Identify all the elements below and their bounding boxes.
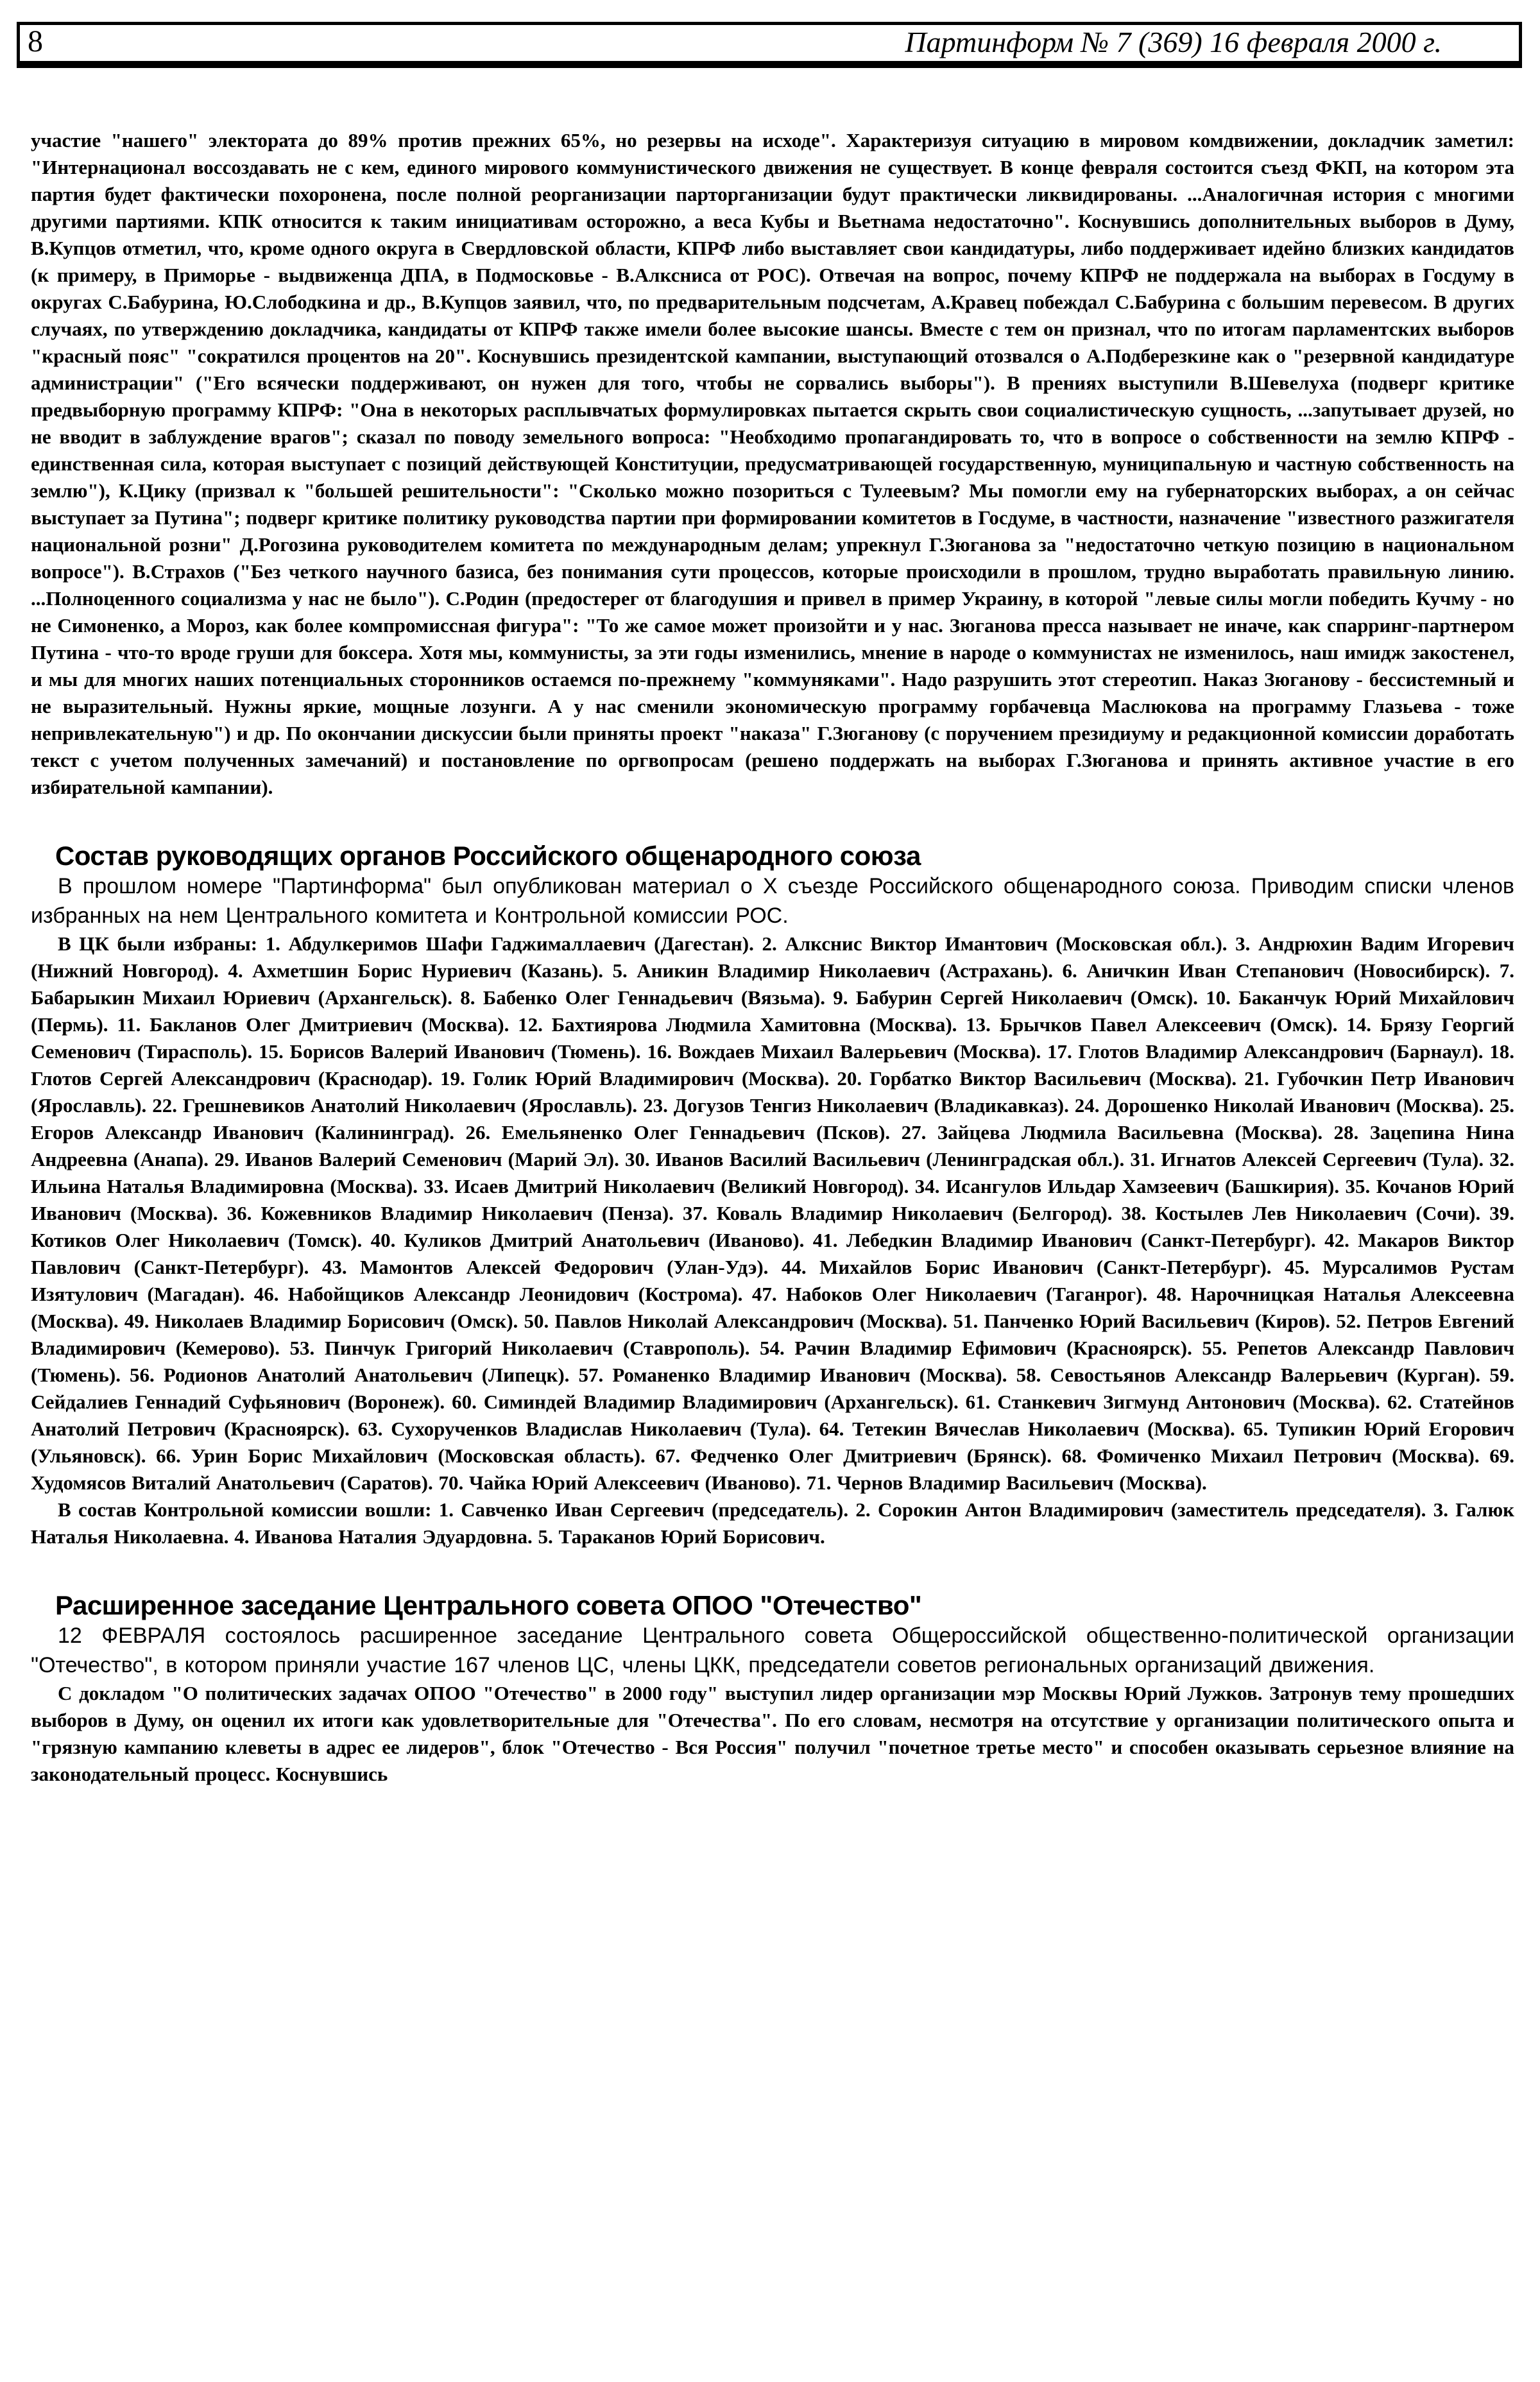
running-header xyxy=(17,22,1522,68)
page-content xyxy=(31,127,1514,1788)
ros-central-committee-list: В ЦК были избраны: 1. Абдулкеримов Шафи Гаджималлаевич (Дагестан). 2. Алкснис Виктор Имантович (Московская обл.). 3. Андрюхин Вадим Игоревич (Нижний Новгород). 4. Ахметшин Борис Нуриевич (Казань). 5. Аникин Владимир Николаевич (Астрахань). 6. Аничкин Иван Степанович (Новосибирск). 7. Бабарыкин Михаил Юриевич (Архангельск). 8. Бабенко Олег Геннадьевич (Вязьма). 9. Бабурин Сергей Николаевич (Омск). 10. Баканчук Юрий Михайлович (Пермь). 11. Бакланов Олег Дмитриевич (Москва). 12. Бахтиярова Людмила Хамитовна (Москва). 13. Брычков Павел Алексеевич (Омск). 14. Брязу Георгий Семенович (Тирасполь). 15. Борисов Валерий Иванович (Тюмень). 16. Вождаев Михаил Валерьевич (Москва). 17. Глотов Владимир Александрович (Барнаул). 18. Глотов Сергей Александрович (Краснодар). 19. Голик Юрий Владимирович (Москва). 20. Горбатко Виктор Васильевич (Москва). 21. Губочкин Петр Иванович (Ярославль). 22. Грешневиков Анатолий Николаевич (Ярославль). 23. Догузов Тенгиз Николаевич (Владикавказ). 24. Дорошенко Николай Иванович (Москва). 25. Егоров Александр Иванович (Калининград). 26. Емельяненко Олег Геннадьевич (Псков). 27. Зайцева Людмила Васильевна (Москва). 28. Зацепина Нина Андреевна (Анапа). 29. Иванов Валерий Семенович (Марий Эл). 30. Иванов Василий Васильевич (Ленинградская обл.). 31. Игнатов Алексей Сергеевич (Тула). 32. Ильина Наталья Владимировна (Москва). 33. Исаев Дмитрий Николаевич (Великий Новгород). 34. Исангулов Ильдар Хамзеевич (Башкирия). 35. Кочанов Юрий Иванович (Москва). 36. Кожевников Владимир Николаевич (Пенза). 37. Коваль Владимир Николаевич (Белгород). 38. Костылев Лев Николаевич (Сочи). 39. Котиков Олег Николаевич (Томск). 40. Куликов Дмитрий Анатольевич (Иваново). 41. Лебедкин Владимир Иванович (Санкт-Петербург). 42. Макаров Виктор Павлович (Санкт-Петербург). 43. Мамонтов Алексей Федорович (Улан-Удэ). 44. Михайлов Борис Иванович (Санкт-Петербург). 45. Мурсалимов Рустам Изятулович (Магадан). 46. Набойщиков Александр Леонидович (Кострома). 47. Набоков Олег Николаевич (Таганрог). 48. Нарочницкая Наталья Алексеевна (Москва). 49. Николаев Владимир Борисович (Омск). 50. Павлов Николай Александрович (Москва). 51. Панченко Юрий Васильевич (Киров). 52. Петров Евгений Владимирович (Кемерово). 53. Пинчук Григорий Николаевич (Ставрополь). 54. Рачин Владимир Ефимович (Красноярск). 55. Репетов Александр Павлович (Тюмень). 56. Родионов Анатолий Анатольевич (Липецк). 57. Романенко Владимир Иванович (Москва). 58. Севостьянов Александр Валерьевич (Курган). 59. Сейдалиев Геннадий Суфьянович (Воронеж). 60. Симиндей Владимир Владимирович (Архангельск). 61. Станкевич Зигмунд Антонович (Москва). 62. Статейнов Анатолий Петрович (Красноярск). 63. Сухорученков Владислав Николаевич (Тула). 64. Тетекин Вячеслав Николаевич (Москва). 65. Тупикин Юрий Егорович (Ульяновск). 66. Урин Борис Михайлович (Московская область). 67. Федченко Олег Дмитриевич (Брянск). 68. Фомиченко Михаил Петрович (Москва). 69. Худомясов Виталий Анатольевич (Саратов). 70. Чайка Юрий Алексеевич (Иваново). 71. Чернов Владимир Васильевич (Москва). xyxy=(31,932,1514,1494)
newsletter-title: Партинформ № 7 (369) 16 февраля 2000 г. xyxy=(905,26,1442,58)
lead-article-continuation: участие "нашего" электората до 89% против прежних 65%, но резервы на исходе". Характеризуя ситуацию в мировом комдвижении, докладчик заметил: "Интернационал воссоздавать не с кем, единого мирового коммунистического движения не существует. В конце февраля состоится съезд ФКП, на котором эта партия будет фактически похоронена, после полной реорганизации парторганизации будут практически ликвидированы. ...Аналогичная история с многими другими партиями. КПК относится к таким инициативам осторожно, а веса Кубы и Вьетнама недостаточно". Коснувшись дополнительных выборов в Думу, В.Купцов отметил, что, кроме одного округа в Свердловской области, КПРФ либо выставляет свои кандидатуры, либо поддерживает идейно близких кандидатов (к примеру, в Приморье - выдвиженца ДПА, в Подмосковье - В.Алксниса от РОС). Отвечая на вопрос, почему КПРФ не поддержала на выборах в Госдуму в округах С.Бабурина, Ю.Слободкина и др., В.Купцов заявил, что, по предварительным подсчетам, А.Кравец побеждал С.Бабурина с большим перевесом. В других случаях, по утверждению докладчика, кандидаты от КПРФ также имели более высокие шансы. Вместе с тем он признал, что по итогам парламентских выборов "красный пояс" "сократился процентов на 20". Коснувшись президентской кампании, выступающий отозвался о А.Подберезкине как о "резервной кандидатуре администрации" ("Его всячески поддерживают, он нужен для того, чтобы не сорвались выборы"). В прениях выступили В.Шевелуха (подверг критике предвыборную программу КПРФ: "Она в некоторых расплывчатых формулировках пытается скрыть свои социалистическую сущность, ...запутывает друзей, но не вводит в заблуждение врагов"; сказал по поводу земельного вопроса: "Необходимо пропагандировать то, что в вопросе о собственности на землю КПРФ - единственная сила, которая выступает с позиций действующей Конституции, предусматривающей государственную, муниципальную и частную собственность на землю"), К.Цику (призвал к "большей решительности": "Сколько можно позориться с Тулеевым? Мы помогли ему на губернаторских выборах, а он сейчас выступает за Путина"; подверг критике политику руководства партии при формировании комитетов в Госдуме, в частности, назначение "известного разжигателя национальной розни" Д.Рогозина руководителем комитета по международным делам; упрекнул Г.Зюганова за "недостаточно четкую позицию в национальном вопросе"). В.Страхов ("Без четкого научного базиса, без понимания сути процессов, которые происходили в прошлом, трудно выработать правильную линию. ...Полноценного социализма у нас не было"). С.Родин (предостерег от благодушия и привел в пример Украину, в которой "левые силы могли победить Кучму - но не Симоненко, а Мороз, как более компромиссная фигура": "То же самое может произойти и у нас. Зюганова пресса называет не иначе, как спарринг-партнером Путина - что-то вроде груши для боксера. Хотя мы, коммунисты, за эти годы изменились, мнение в народе о коммунистах не изменилось, наш имидж закостенел, и мы для многих наших потенциальных сторонников остаемся по-прежнему "коммуняками". Надо разрушить этот стереотип. Наказ Зюганову - бессистемный и не выразительный. Нужны яркие, мощные лозунги. А у нас сменили экономическую программу горбачевца Маслюкова на программу Глазьева - тоже непривлекательную") и др. По окончании дискуссии были приняты проект "наказа" Г.Зюганову (с поручением президиуму и редакционной комиссии доработать текст с учетом полученных замечаний) и постановление по оргвопросам (решено поддержать на выборах Г.Зюганова и принять активное участие в его избирательной кампании). xyxy=(31,129,1514,798)
ros-control-commission-list: В состав Контрольной комиссии вошли: 1. Савченко Иван Сергеевич (председатель). 2. Сорокин Антон Владимирович (заместитель председателя). 3. Галюк Наталья Николаевна. 4. Иванова Наталия Эдуардовна. 5. Тараканов Юрий Борисович. xyxy=(31,1498,1514,1548)
page-number: 8 xyxy=(28,24,43,58)
section-heading-otechestvo: Расширенное заседание Центрального совета ОПОО "Отечество" xyxy=(55,1590,922,1620)
ros-intro-paragraph: В прошлом номере "Партинформа" был опубликован материал о X съезде Российского общенародного союза. Приводим списки членов избранных на нем Центрального комитета и Контрольной комиссии РОС. xyxy=(31,874,1514,928)
otechestvo-report-paragraph: С докладом "О политических задачах ОПОО "Отечество" в 2000 году" выступил лидер организации мэр Москвы Юрий Лужков. Затронув тему прошедших выборов в Думу, он оценил их итоги как удовлетворительные для "Отечества". По его словам, несмотря на отсутствие у организации политического опыта и "грязную кампанию клеветы в адрес ее лидеров", блок "Отечество - Вся Россия" получил "почетное третье место" и способен оказывать серьезное влияние на законодательный процесс. Коснувшись xyxy=(31,1682,1514,1785)
otechestvo-meeting-paragraph: 12 ФЕВРАЛЯ состоялось расширенное заседание Центрального совета Общероссийской общественно-политической организации "Отечество", в котором приняли участие 167 членов ЦС, члены ЦКК, председатели советов региональных организаций движения. xyxy=(31,1624,1514,1677)
section-heading-ros: Состав руководящих органов Российского общенародного союза xyxy=(55,841,921,871)
